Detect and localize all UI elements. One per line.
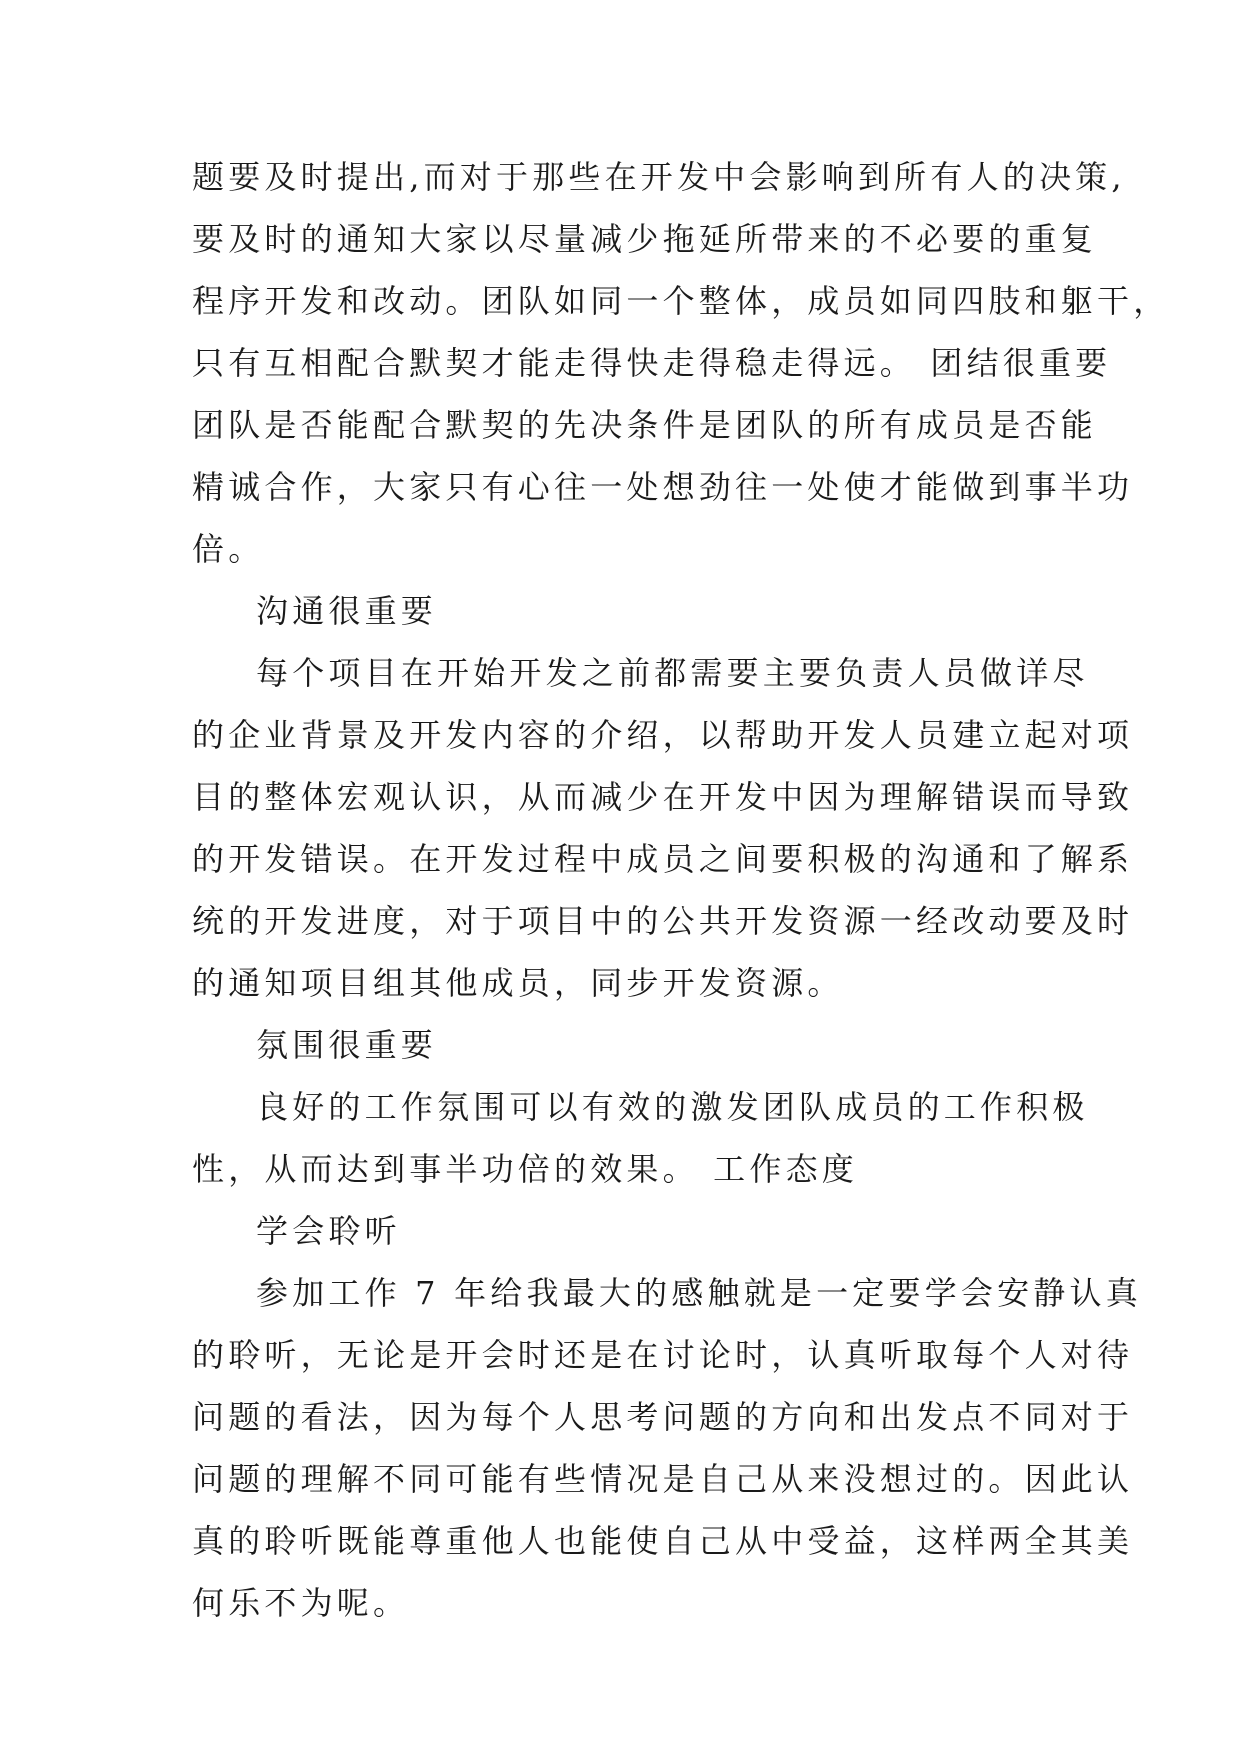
text-line: 的通知项目组其他成员，同步开发资源。 bbox=[192, 964, 844, 1002]
section-heading: 沟通很重要 bbox=[256, 592, 438, 630]
text-line: 问题的理解不同可能有些情况是自己从来没想过的。因此认 bbox=[192, 1460, 1134, 1498]
text-line: 的企业背景及开发内容的介绍，以帮助开发人员建立起对项 bbox=[192, 716, 1134, 754]
text-line: 倍。 bbox=[192, 530, 265, 568]
text-line: 目的整体宏观认识，从而减少在开发中因为理解错误而导致 bbox=[192, 778, 1134, 816]
text-line: 良好的工作氛围可以有效的激发团队成员的工作积极 bbox=[256, 1088, 1089, 1126]
text-line: 的聆听，无论是开会时还是在讨论时，认真听取每个人对待 bbox=[192, 1336, 1134, 1374]
text-line: 真的聆听既能尊重他人也能使自己从中受益，这样两全其美 bbox=[192, 1522, 1134, 1560]
section-heading: 学会聆听 bbox=[256, 1212, 401, 1250]
text-line: 何乐不为呢。 bbox=[192, 1584, 410, 1622]
text-line: 团队是否能配合默契的先决条件是团队的所有成员是否能 bbox=[192, 406, 1098, 444]
text-line: 精诚合作，大家只有心往一处想劲往一处使才能做到事半功 bbox=[192, 468, 1134, 506]
text-line: 题要及时提出,而对于那些在开发中会影响到所有人的决策, bbox=[192, 158, 1126, 196]
text-line: 程序开发和改动。团队如同一个整体，成员如同四肢和躯干， bbox=[192, 282, 1170, 320]
text-line: 只有互相配合默契才能走得快走得稳走得远。 团结很重要 bbox=[192, 344, 1112, 382]
text-line: 问题的看法，因为每个人思考问题的方向和出发点不同对于 bbox=[192, 1398, 1134, 1436]
section-heading: 氛围很重要 bbox=[256, 1026, 438, 1064]
text-line: 性，从而达到事半功倍的效果。 工作态度 bbox=[192, 1150, 858, 1188]
text-line: 要及时的通知大家以尽量减少拖延所带来的不必要的重复 bbox=[192, 220, 1098, 258]
text-line: 参加工作 7 年给我最大的感触就是一定要学会安静认真 bbox=[256, 1274, 1142, 1312]
text-line: 的开发错误。在开发过程中成员之间要积极的沟通和了解系 bbox=[192, 840, 1134, 878]
text-line: 每个项目在开始开发之前都需要主要负责人员做详尽 bbox=[256, 654, 1089, 692]
text-line: 统的开发进度，对于项目中的公共开发资源一经改动要及时 bbox=[192, 902, 1134, 940]
